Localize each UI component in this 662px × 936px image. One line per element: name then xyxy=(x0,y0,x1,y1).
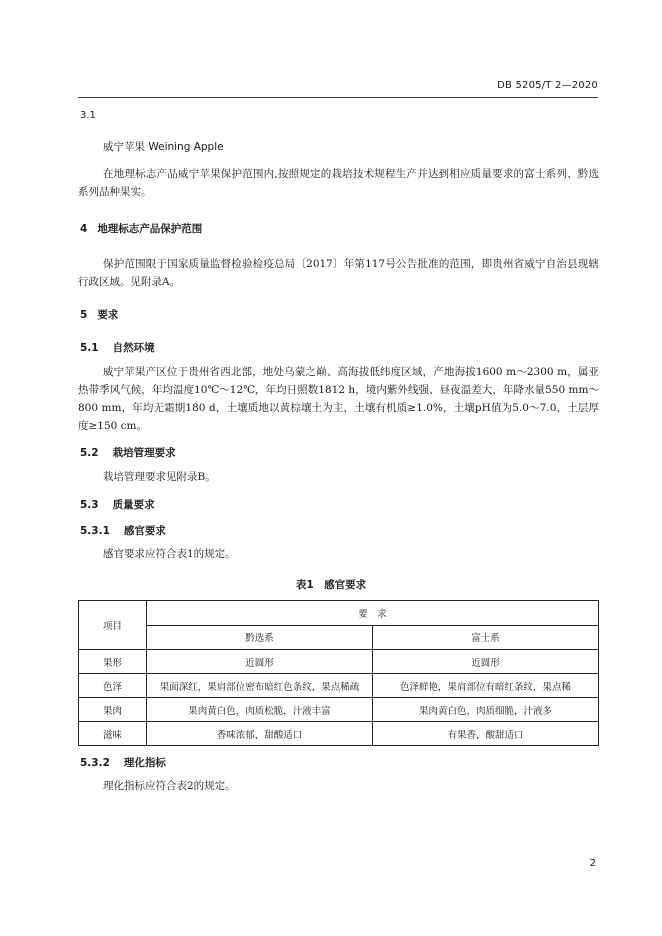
section-5-3-1-number: 5.3.1 xyxy=(80,525,110,537)
section-5-3-1-heading xyxy=(80,523,166,538)
table-cell-qianxuan: 果肉黄白色，肉质松脆，汁液丰富 xyxy=(147,698,373,722)
section-5-3-2-title: 理化指标 xyxy=(123,757,166,769)
table-header-qianxuan: 黔选系 xyxy=(147,625,373,650)
section-5-3-title: 质量要求 xyxy=(112,499,155,511)
section-4-heading xyxy=(80,221,202,236)
section-5-3-heading xyxy=(80,497,155,512)
header-rule xyxy=(78,97,598,98)
definition-paragraph: 在地理标志产品威宁苹果保护范围内,按照规定的栽培技术规程生产并达到相应质量要求的富士系列、黔选系列品种果实。 xyxy=(78,168,599,198)
table-cell-item: 果形 xyxy=(79,650,147,674)
table-1-caption: 表1 感官要求 xyxy=(295,579,367,591)
section-5-heading xyxy=(80,307,118,322)
section-4-number: 4 xyxy=(80,223,88,235)
table-header-item: 项目 xyxy=(79,601,147,650)
table-cell-fushi: 近圆形 xyxy=(373,650,599,674)
table-cell-qianxuan: 近圆形 xyxy=(147,650,373,674)
table-cell-qianxuan: 果面深红，果肩部位密布暗红色条纹，果点稀疏 xyxy=(147,674,373,698)
term-weining-apple: 威宁苹果 Weining Apple xyxy=(103,141,224,153)
section-5-title: 要求 xyxy=(97,309,119,321)
table-cell-fushi: 果肉黄白色，肉质细脆，汁液多 xyxy=(373,698,599,722)
section-5-3-number: 5.3 xyxy=(80,499,99,511)
physicochemical-reference-paragraph: 理化指标应符合表2的规定。 xyxy=(103,780,236,792)
section-5-1-number: 5.1 xyxy=(80,342,99,354)
table-cell-fushi: 有果香，酸甜适口 xyxy=(373,722,599,746)
sensory-reference-paragraph: 感官要求应符合表1的规定。 xyxy=(103,548,236,560)
section-5-2-title: 栽培管理要求 xyxy=(112,447,176,459)
table-subheader-row xyxy=(79,625,599,650)
section-4-title: 地理标志产品保护范围 xyxy=(97,223,203,235)
document-number: DB 5205/T 2—2020 xyxy=(497,80,598,91)
section-5-3-2-heading xyxy=(80,755,166,770)
section-5-number: 5 xyxy=(80,309,88,321)
protection-scope-paragraph: 保护范围限于国家质量监督检验检疫总局〔2017〕年第117号公告批准的范围，即贵州省威宁自治县现辖行政区域。见附录A。 xyxy=(78,258,599,288)
table-header-row xyxy=(79,601,599,626)
table-cell-fushi: 色泽鲜艳，果肩部位有暗红条纹，果点稀 xyxy=(373,674,599,698)
table-header-fushi: 富士系 xyxy=(373,625,599,650)
table-cell-item: 色泽 xyxy=(79,674,147,698)
section-5-2-heading xyxy=(80,445,176,460)
cultivation-paragraph: 栽培管理要求见附录B。 xyxy=(103,471,216,483)
section-3-1-number: 3.1 xyxy=(80,110,96,121)
table-header-requirement: 要 求 xyxy=(147,601,599,626)
section-5-3-1-title: 感官要求 xyxy=(123,525,166,537)
sensory-requirements-table xyxy=(78,600,599,746)
page-number: 2 xyxy=(589,858,596,869)
table-row xyxy=(79,698,599,722)
section-5-1-title: 自然环境 xyxy=(112,342,155,354)
section-5-1-heading xyxy=(80,340,155,355)
table-cell-qianxuan: 香味浓郁，甜酸适口 xyxy=(147,722,373,746)
section-5-2-number: 5.2 xyxy=(80,447,99,459)
section-5-3-2-number: 5.3.2 xyxy=(80,757,110,769)
table-row xyxy=(79,674,599,698)
table-row xyxy=(79,722,599,746)
table-cell-item: 果肉 xyxy=(79,698,147,722)
table-row xyxy=(79,650,599,674)
table-cell-item: 滋味 xyxy=(79,722,147,746)
natural-environment-paragraph: 威宁苹果产区位于贵州省西北部，地处乌蒙之巅、高海拔低纬度区域，产地海拔1600 m～2300 m，属亚热带季风气候，年均温度10℃～12℃，年均日照数1812 h，境内紫外线强、昼夜温差大，年降水量550 mm～800 mm，年均无霜期180 d，土壤质地以黄棕壤土为主，土壤有机质≥1.0%，土壤pH值为5.0～7.0，土层厚度≥150 cm。 xyxy=(78,366,599,432)
